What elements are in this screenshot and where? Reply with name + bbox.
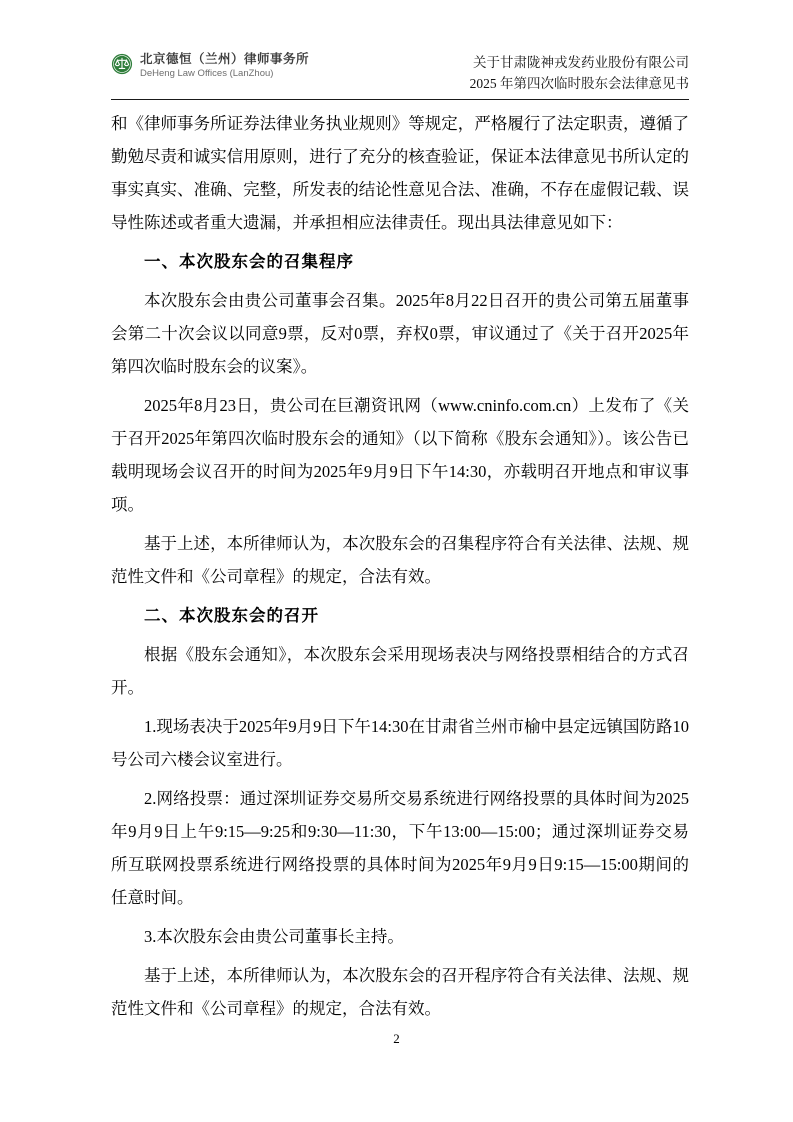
paragraph: 3.本次股东会由贵公司董事长主持。: [144, 927, 404, 946]
scales-of-justice-icon: [111, 53, 133, 75]
law-firm-block: [111, 52, 309, 80]
deheng-logo: [111, 53, 133, 75]
paragraph: 本次股东会由贵公司董事会召集。2025年8月22日召开的贵公司第五届董事会第二十次会议以同意9票，反对0票，弃权0票，审议通过了《关于召开2025年第四次临时股东会的议案》。: [111, 291, 689, 376]
document-body: [111, 107, 689, 1031]
page-header: [111, 52, 689, 94]
section-heading-1: 一、本次股东会的召集程序: [144, 252, 354, 271]
paragraph: 基于上述，本所律师认为，本次股东会的召开程序符合有关法律、法规、规范性文件和《公司章程》的规定，合法有效。: [111, 966, 689, 1018]
paragraph: 和《律师事务所证券法律业务执业规则》等规定，严格履行了法定职责，遵循了勤勉尽责和诚实信用原则，进行了充分的核查验证，保证本法律意见书所认定的事实真实、准确、完整，所发表的结论性意见合法、准确，不存在虚假记载、误导性陈述或者重大遗漏，并承担相应法律责任。现出具法律意见如下：: [111, 114, 689, 232]
page-number: 2: [393, 1031, 400, 1046]
section-heading-2: 二、本次股东会的召开: [144, 606, 319, 625]
paragraph: 1.现场表决于2025年9月9日下午14:30在甘肃省兰州市榆中县定远镇国防路10号公司六楼会议室进行。: [111, 717, 689, 769]
doc-ref-line2: 2025 年第四次临时股东会法律意见书: [469, 76, 689, 91]
doc-ref-line1: 关于甘肃陇神戎发药业股份有限公司: [473, 55, 689, 70]
paragraph: 2.网络投票：通过深圳证券交易所交易系统进行网络投票的具体时间为2025年9月9日上午9:15—9:25和9:30—11:30，下午13:00—15:00；通过深圳证券交易所互联网投票系统进行网络投票的具体时间为2025年9月9日9:15—15:00期间的任意时间。: [111, 789, 689, 907]
firm-names: [140, 52, 309, 80]
document-reference: [470, 52, 689, 94]
header-divider: [111, 99, 689, 100]
firm-name-english: DeHeng Law Offices (LanZhou): [140, 68, 274, 79]
firm-name-chinese: 北京德恒（兰州）律师事务所: [140, 52, 310, 66]
paragraph: 根据《股东会通知》，本次股东会采用现场表决与网络投票相结合的方式召开。: [111, 645, 689, 697]
paragraph: 2025年8月23日，贵公司在巨潮资讯网（www.cninfo.com.cn）上发布了《关于召开2025年第四次临时股东会的通知》（以下简称《股东会通知》）。该公告已载明现场会议召开的时间为2025年9月9日下午14:30，亦载明召开地点和审议事项。: [111, 396, 689, 514]
paragraph: 基于上述，本所律师认为，本次股东会的召集程序符合有关法律、法规、规范性文件和《公司章程》的规定，合法有效。: [111, 534, 689, 586]
